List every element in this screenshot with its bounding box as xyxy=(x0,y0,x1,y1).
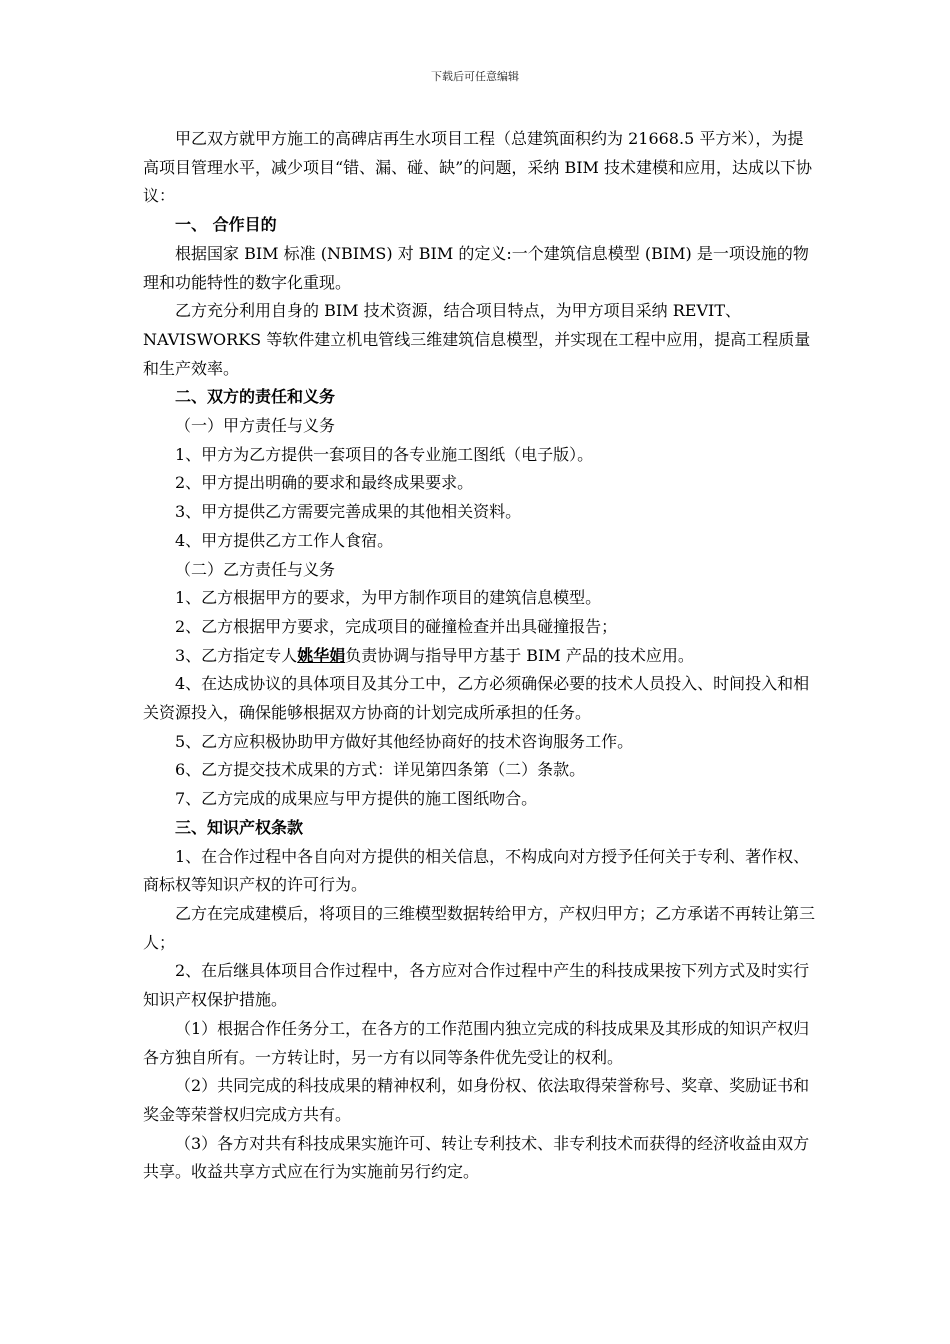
section-2-party-b-item-2: 2、乙方根据甲方要求，完成项目的碰撞检查并出具碰撞报告； xyxy=(175,616,618,636)
section-2-party-b-item-3 xyxy=(143,642,815,671)
document-body xyxy=(143,125,815,1187)
intro-paragraph: 甲乙双方就甲方施工的高碑店再生水项目工程（总建筑面积约为 21668.5 平方米），为提高项目管理水平，减少项目“错、漏、碰、缺”的问题，采纳 BIM 技术建模和应用，达成以下协议： xyxy=(143,129,812,206)
section-2-title: 二、双方的责任和义务 xyxy=(175,387,336,407)
section-1-paragraph-2: 乙方充分利用自身的 BIM 技术资源，结合项目特点，为甲方项目采纳 REVIT、NAVISWORKS 等软件建立机电管线三维建筑信息模型，并实现在工程中应用，提高工程质量和生产效率。 xyxy=(143,301,811,378)
section-2-party-b-item-1: 1、乙方根据甲方的要求，为甲方制作项目的建筑信息模型。 xyxy=(175,588,602,608)
section-3-item-1: （1）根据合作任务分工，在各方的工作范围内独立完成的科技成果及其形成的知识产权归各方独自所有。一方转让时，另一方有以同等条件优先受让的权利。 xyxy=(143,1018,810,1067)
designated-person-name: 姚华娟 xyxy=(297,645,346,665)
section-3-paragraph-2: 乙方在完成建模后，将项目的三维模型数据转给甲方，产权归甲方；乙方承诺不再转让第三人； xyxy=(143,903,816,952)
section-2-party-a-item-2: 2、甲方提出明确的要求和最终成果要求。 xyxy=(175,473,474,493)
section-3-paragraph-1: 1、在合作过程中各自向对方提供的相关信息，不构成向对方授予任何关于专利、著作权、商标权等知识产权的许可行为。 xyxy=(143,846,810,895)
section-2-party-b-item-5: 5、乙方应积极协助甲方做好其他经协商好的技术咨询服务工作。 xyxy=(175,731,634,751)
section-3-item-2: （2）共同完成的科技成果的精神权利，如身份权、依法取得荣誉称号、奖章、奖励证书和奖金等荣誉权归完成方共有。 xyxy=(143,1076,810,1124)
section-2-party-b-item-7: 7、乙方完成的成果应与甲方提供的施工图纸吻合。 xyxy=(175,789,538,809)
item-3-suffix: 负责协调与指导甲方基于 BIM 产品的技术应用。 xyxy=(345,645,694,665)
section-2-subtitle-2: （二）乙方责任与义务 xyxy=(175,559,336,579)
section-2-subtitle-1: （一）甲方责任与义务 xyxy=(175,416,336,436)
item-3-prefix: 3、乙方指定专人 xyxy=(175,645,298,665)
section-2-party-a-item-3: 3、甲方提供乙方需要完善成果的其他相关资料。 xyxy=(175,502,522,522)
section-2-party-a-item-4: 4、甲方提供乙方工作人食宿。 xyxy=(175,530,394,550)
section-2-party-b-item-4: 4、在达成协议的具体项目及其分工中，乙方必须确保必要的技术人员投入、时间投入和相关资源投入，确保能够根据双方协商的计划完成所承担的任务。 xyxy=(143,674,810,723)
section-3-title: 三、知识产权条款 xyxy=(175,817,304,837)
section-1-paragraph-1: 根据国家 BIM 标准 (NBIMS) 对 BIM 的定义:一个建筑信息模型 (BIM) 是一项设施的物理和功能特性的数字化重现。 xyxy=(143,243,809,292)
section-2-party-b-item-6: 6、乙方提交技术成果的方式：详见第四条第（二）条款。 xyxy=(175,760,586,780)
section-3-item-3: （3）各方对共有科技成果实施许可、转让专利技术、非专利技术而获得的经济收益由双方共享。收益共享方式应在行为实施前另行约定。 xyxy=(143,1133,810,1182)
section-2-party-a-item-1: 1、甲方为乙方提供一套项目的各专业施工图纸（电子版）。 xyxy=(175,444,594,464)
section-3-paragraph-3: 2、在后继具体项目合作过程中，各方应对合作过程中产生的科技成果按下列方式及时实行知识产权保护措施。 xyxy=(143,961,810,1010)
section-1-title: 一、 合作目的 xyxy=(175,215,277,235)
header-note: 下载后可任意编辑 xyxy=(431,70,519,83)
